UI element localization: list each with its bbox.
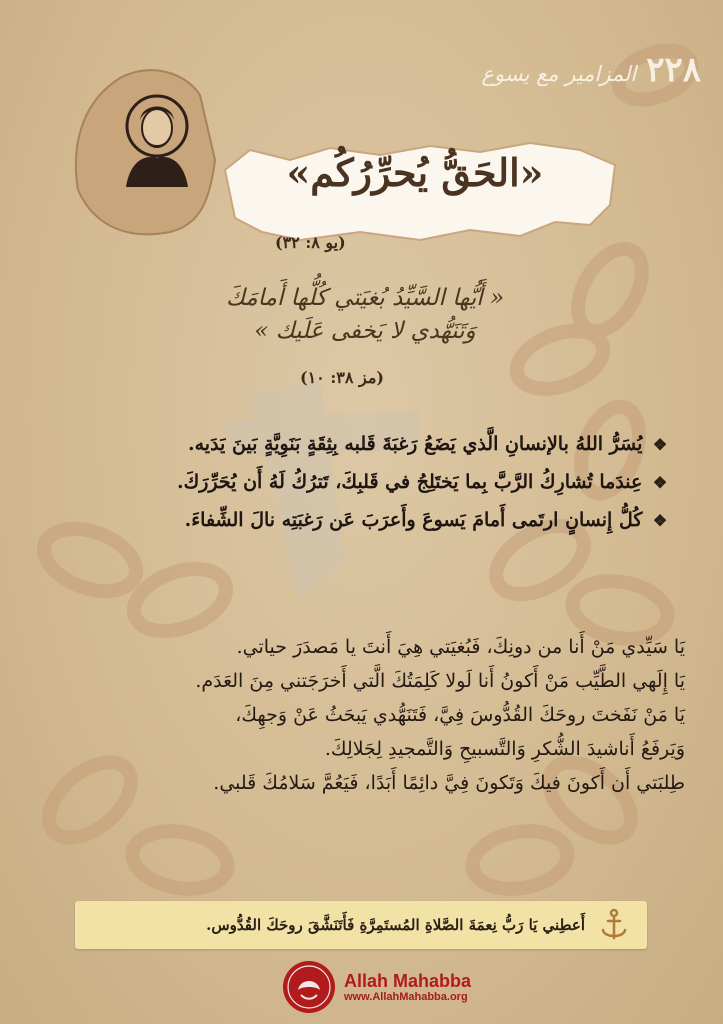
resolution-callout: [75, 901, 647, 949]
main-title: «الحَقُّ يُحرِّرُكُم»: [286, 150, 544, 195]
callout-text: أَعطِني يَا رَبُّ نِعمَةَ الصَّلاةِ المُستَمِرَّةِ فَأَتَنَشَّقَ روحَكَ القُدُّوس.: [206, 916, 585, 934]
bullet-list: [51, 425, 671, 539]
page-number: ٢٢٨: [646, 50, 701, 90]
bullet-text: عِندَما تُشارِكُ الرَّبَّ بِما يَختَلِجُ في قَلبِكَ، تَترُكُ لَهُ أَن يُحَرِّرَكَ.: [176, 471, 643, 493]
series-title: المزامير مع يسوع: [481, 62, 637, 86]
allah-mahabba-logo: [282, 960, 336, 1014]
footer-brand: [282, 960, 471, 1014]
bullet-text: يُسَرُّ اللهُ بالإنسانِ الَّذي يَضَعُ رَغبَةَ قَلبه بِثِقَةٍ بَنَوِيَّةٍ بَينَ يَدَيه.: [187, 433, 643, 455]
prayer-line: يَا مَنْ نَفَختَ روحَكَ القُدُّوسَ فِيَّ، فَتَنَهُّدي يَبحَثُ عَنْ وَجهِكَ،: [235, 704, 685, 726]
verse-line: « أَيُّها السَّيِّدُ بُغيَتي كُلُّها أَمامَكَ: [225, 285, 505, 311]
page-header: [482, 50, 702, 90]
verse-reference: (مز ٣٨: ١٠): [300, 368, 384, 387]
prayer-line: يَا إِلَهي الطَّيِّب مَنْ أَكونُ أَنا لَولا كَلِمَتُكَ الَّتي أَخرَجَتني مِنَ العَدَم.: [195, 670, 685, 692]
prayer-line: يَا سَيِّدي مَنْ أَنا من دونِكَ، فَبُغيَتي هِيَ أَنتَ يا مَصدَرَ حياتي.: [236, 636, 685, 658]
bullet-item: [51, 425, 671, 463]
prayer-line: وَيَرفَعُ أَناشيدَ الشُّكرِ وَالتَّسبيحِ وَالتَّمجيدِ لِجَلالِكَ.: [324, 738, 685, 760]
prayer-line: طِلبَتي أَن أَكونَ فيكَ وَتَكونَ فِيَّ دائِمًا أَبَدًا، فَيَعُمَّ سَلامُكَ قَلبي.: [213, 772, 685, 794]
jesus-icon: [118, 92, 196, 187]
brand-name: Allah Mahabba: [344, 971, 472, 991]
psalm-verse: [150, 282, 580, 348]
prayer-paragraph: [35, 630, 685, 800]
bullet-text: كُلُّ إِنسانٍ ارتَمى أَمامَ يَسوعَ وأَعرَبَ عَن رَغبَتِه نالَ الشِّفاءَ.: [184, 509, 643, 531]
anchor-icon: [599, 908, 629, 942]
brand-block: [344, 971, 471, 1003]
title-reference: (يو ٨: ٣٢): [275, 233, 346, 252]
bullet-diamond-icon: ❖: [652, 511, 668, 530]
brand-url[interactable]: www.AllahMahabba.org: [344, 991, 468, 1003]
verse-line: وَتَنَهُّدي لا يَخفى عَلَيك »: [254, 318, 476, 344]
bullet-item: [51, 501, 671, 539]
bullet-diamond-icon: ❖: [652, 473, 668, 492]
bullet-item: [51, 463, 671, 501]
bullet-diamond-icon: ❖: [652, 435, 668, 454]
